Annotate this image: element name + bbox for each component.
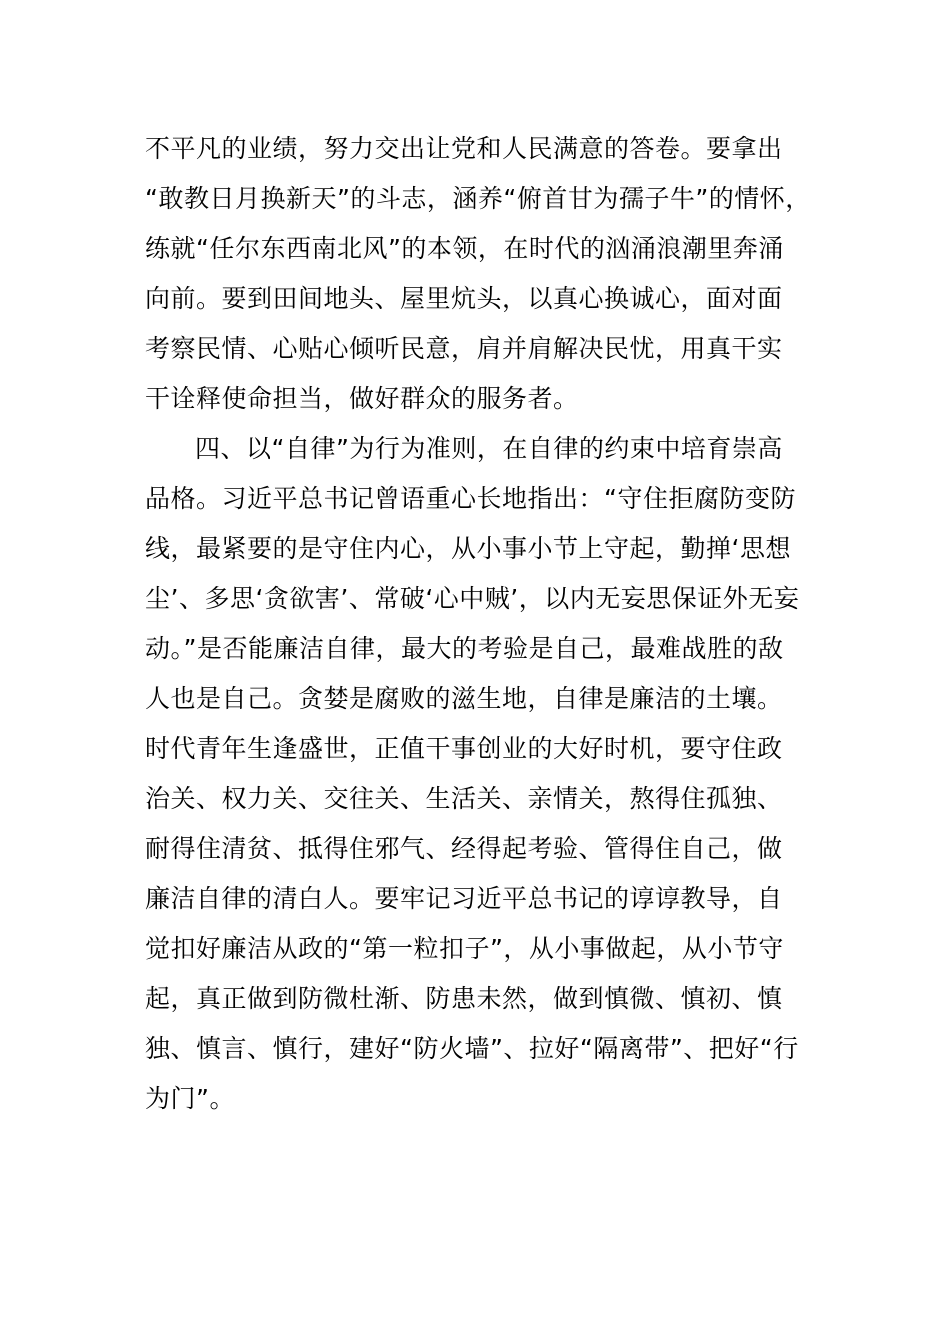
text-line: 向前。要到田间地头、屋里炕头，以真心换诚心，面对面 [145,284,783,313]
text-line: 尘’、多思‘贪欲害’、常破‘心中贼’，以内无妄思保证外无妄 [145,584,800,613]
text-line: “敢教日月换新天”的斗志，涵养“俯首甘为孺子牛”的情怀， [145,184,811,213]
text-line: 为门”。 [145,1084,235,1113]
text-line: 考察民情、心贴心倾听民意，肩并肩解决民忧，用真干实 [145,334,783,363]
text-line: 觉扣好廉洁从政的“第一粒扣子”，从小事做起，从小节守 [145,934,784,963]
text-line: 时代青年生逢盛世，正值干事创业的大好时机，要守住政 [145,734,783,763]
text-line: 治关、权力关、交往关、生活关、亲情关，熬得住孤独、 [145,784,783,813]
text-line: 独、慎言、慎行，建好“防火墙”、拉好“隔离带”、把好“行 [145,1034,799,1063]
paragraph-continued [145,124,825,424]
paragraph-section-four [145,424,825,1124]
text-line: 耐得住清贫、抵得住邪气、经得起考验、管得住自己，做 [145,834,783,863]
section-heading-line: 四、以“自律”为行为准则，在自律的约束中培育崇高 [195,434,783,463]
body-text [145,124,825,1124]
text-line: 动。”是否能廉洁自律，最大的考验是自己，最难战胜的敌 [145,634,784,663]
text-line: 品格。习近平总书记曾语重心长地指出：“守住拒腐防变防 [145,484,796,513]
text-line: 人也是自己。贪婪是腐败的滋生地，自律是廉洁的土壤。 [145,684,783,713]
text-line: 起，真正做到防微杜渐、防患未然，做到慎微、慎初、慎 [145,984,783,1013]
text-line: 线，最紧要的是守住内心，从小事小节上守起，勤掸‘思想 [145,534,791,563]
text-line: 干诠释使命担当，做好群众的服务者。 [145,384,579,413]
text-line: 练就“任尔东西南北风”的本领，在时代的汹涌浪潮里奔涌 [145,234,784,263]
text-line: 廉洁自律的清白人。要牢记习近平总书记的谆谆教导，自 [145,884,783,913]
text-line: 不平凡的业绩，努力交出让党和人民满意的答卷。要拿出 [145,134,783,163]
